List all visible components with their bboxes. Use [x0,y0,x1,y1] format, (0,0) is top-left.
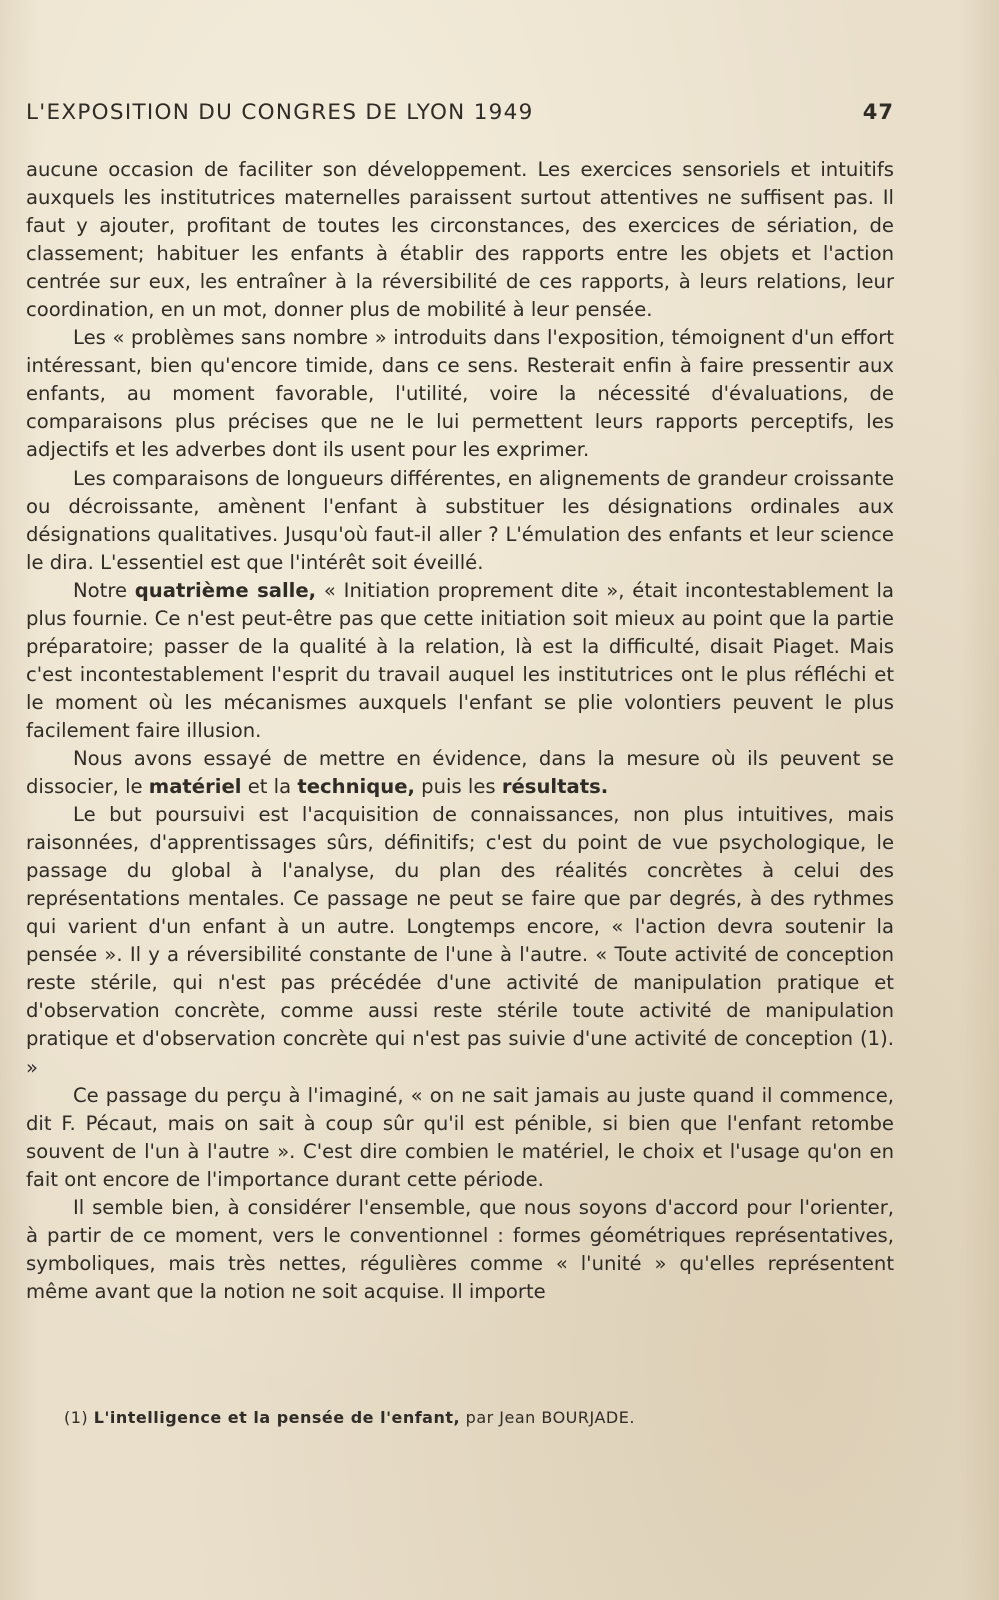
running-head [26,100,894,130]
quatrieme-salle-emphasis: quatrième salle, [134,578,317,602]
page-number: 47 [862,100,894,124]
footnote [64,1408,894,1427]
running-title: L'EXPOSITION DU CONGRES DE LYON 1949 [26,100,534,125]
footnote-work-title: L'intelligence et la pensée de l'enfant, [93,1408,461,1427]
footnote-marker: (1) [64,1408,89,1427]
paragraph-4-rest: « Initiation proprement dite », était incontestablement la plus fournie. Ce n'est peut-être pas que cette initiation soit mieux au point que la partie préparatoire; passer de la qualité à la relation, là est la difficulté, disait Piaget. Mais c'est incontestablement l'esprit du travail auquel les institutrices ont le plus réfléchi et le moment où les mécanismes auxquels l'enfant se plie volontiers peuvent le plus facilement faire illusion. [26,578,894,742]
footnote-author: par Jean BOURJADE. [465,1408,635,1427]
paragraph-5-link-1: et la [241,775,298,799]
paragraph-7: Ce passage du perçu à l'imaginé, « on ne sait jamais au juste quand il commence, dit F. Pécaut, mais on sait à coup sûr qu'il est pénible, si bien que l'enfant retombe souvent de l'un à l'autre ». C'est dire combien le matériel, le choix et l'usage qu'on en fait ont encore de l'importance durant cette période. [26,1083,894,1191]
paragraph-5 [26,745,894,801]
resultats-emphasis: résultats. [501,775,609,799]
paragraph-6: Le but poursuivi est l'acquisition de connaissances, non plus intuitives, mais raisonnées, d'apprentissages sûrs, définitifs; c'est du point de vue psychologique, le passage du global à l'analyse, du plan des réalités concrètes à celui des représentations mentales. Ce passage ne peut se faire que par degrés, à des rythmes qui varient d'un enfant à un autre. Longtemps encore, « l'action devra soutenir la pensée ». Il y a réversibilité constante de l'une à l'autre. « Toute activité de conception reste stérile, qui n'est pas précédée d'une activité de manipulation pratique et d'observation concrète, comme aussi reste stérile toute activité de manipulation pratique et d'observation concrète qui n'est pas suivie d'une activité de conception (1). » [26,803,894,1079]
technique-emphasis: technique, [297,775,415,799]
paragraph-3: Les comparaisons de longueurs différentes, en alignements de grandeur croissante ou décroissante, amènent l'enfant à substituer les désignations ordinales aux désignations qualitatives. Jusqu'où faut-il aller ? L'émulation des enfants et leur science le dira. L'essentiel est que l'intérêt soit éveillé. [26,466,894,574]
paragraph-1: aucune occasion de faciliter son développement. Les exercices sensoriels et intuitifs auxquels les institutrices maternelles paraissent surtout attentives ne suffisent pas. Il faut y ajouter, profitant de toutes les circonstances, des exercices de sériation, de classement; habituer les enfants à établir des rapports entre les objets et l'action centrée sur eux, les entraîner à la réversibilité de ces rapports, à leurs relations, leur coordination, en un mot, donner plus de mobilité à leur pensée. [26,158,894,322]
paragraph-5-lead: Nous avons essayé de mettre en évidence, dans la mesure où ils peuvent se dissocier, le [26,746,894,799]
body-text [26,156,894,1306]
paragraph-5-link-2: puis les [414,775,502,799]
materiel-emphasis: matériel [148,775,242,799]
paragraph-8: Il semble bien, à considérer l'ensemble, que nous soyons d'accord pour l'orienter, à partir de ce moment, vers le conventionnel : formes géométriques représentatives, symboliques, mais très nettes, régulières comme « l'unité » qu'elles représentent même avant que la notion ne soit acquise. Il importe [26,1195,894,1303]
paragraph-4 [26,577,894,745]
paragraph-4-lead: Notre [73,578,135,602]
paragraph-2: Les « problèmes sans nombre » introduits dans l'exposition, témoignent d'un effort intéressant, bien qu'encore timide, dans ce sens. Resterait enfin à faire pressentir aux enfants, au moment favorable, l'utilité, voire la nécessité d'évaluations, de comparaisons plus précises que ne le lui permettent leurs rapports perceptifs, les adjectifs et les adverbes dont ils usent pour les exprimer. [26,326,894,462]
